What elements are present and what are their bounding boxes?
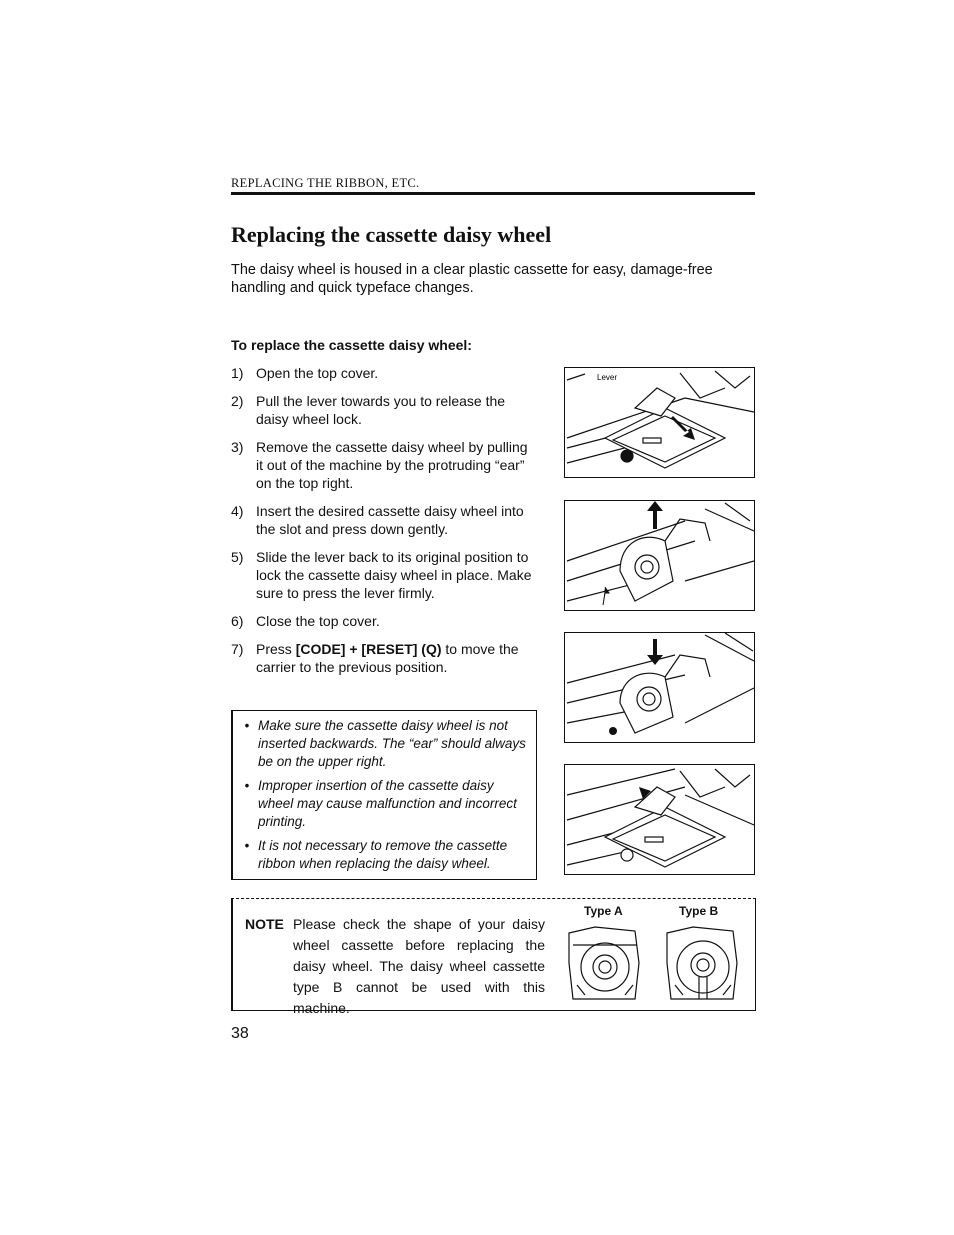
bullet-icon: • (244, 838, 250, 853)
intro-paragraph: The daisy wheel is housed in a clear plastic cassette for easy, damage-free handling and quick typeface changes. (231, 262, 713, 296)
caution-item (236, 837, 528, 873)
bullet-icon: • (244, 718, 250, 733)
type-b-cassette-icon (663, 923, 741, 1005)
step-text: Slide the lever back to its original position to lock the cassette daisy wheel in place. Make sure to press the lever firmly. (256, 549, 532, 601)
step-2 (231, 392, 537, 428)
step-text: Close the top cover. (256, 613, 380, 629)
step-text-pre: Press (256, 641, 296, 657)
step-text: Remove the cassette daisy wheel by pulling it out of the machine by the protruding “ear” on the top right. (256, 439, 528, 491)
type-a-label: Type A (584, 904, 623, 918)
step-number: 6) (231, 613, 244, 629)
step-text: Open the top cover. (256, 365, 379, 381)
page-title: Replacing the cassette daisy wheel (231, 222, 552, 247)
caution-text: Make sure the cassette daisy wheel is not inserted backwards. The “ear” should always be on the upper right. (258, 718, 526, 769)
step-number: 3) (231, 439, 244, 455)
step-5 (231, 548, 537, 602)
step-text: Insert the desired cassette daisy wheel into the slot and press down gently. (256, 503, 524, 537)
step-1 (231, 364, 537, 382)
step-3 (231, 438, 537, 492)
steps-list (231, 364, 537, 686)
key-combination: [CODE] + [RESET] (Q) (295, 641, 442, 657)
arrow-up-icon (647, 501, 663, 529)
figure-pull-lever (564, 367, 755, 478)
note-box (231, 898, 756, 1016)
step-number: 7) (231, 641, 244, 657)
figure-insert-cassette (564, 632, 755, 743)
insert-cassette-illustration (565, 633, 754, 742)
caution-item (236, 777, 528, 831)
note-text: Please check the shape of your daisy wheel cassette before replacing the daisy wheel. The daisy wheel cassette type B cannot be used with this machine. (293, 916, 545, 1016)
step-4 (231, 502, 537, 538)
step-7 (231, 640, 537, 676)
procedure-heading: To replace the cassette daisy wheel: (231, 337, 472, 353)
bullet-icon: • (244, 778, 250, 793)
caution-text: It is not necessary to remove the cassette ribbon when replacing the daisy wheel. (258, 838, 508, 871)
step-text-post: to move the carrier to the previous position. (256, 641, 519, 675)
step-number: 2) (231, 393, 244, 409)
lock-lever-illustration (565, 765, 754, 874)
page-number: 38 (231, 1025, 249, 1042)
lever-label: Lever (597, 373, 618, 382)
figure-remove-cassette (564, 500, 755, 611)
step-text (256, 640, 537, 676)
note-label: NOTE (245, 916, 284, 932)
step-number: 4) (231, 503, 244, 519)
running-head: REPLACING THE RIBBON, ETC. (231, 176, 420, 190)
step-6 (231, 612, 537, 630)
step-text: Pull the lever towards you to release the daisy wheel lock. (256, 393, 506, 427)
caution-box (231, 710, 537, 880)
header-rule (231, 192, 755, 195)
lever-illustration (565, 368, 754, 477)
type-a-cassette-icon (565, 923, 643, 1005)
caution-item (236, 717, 528, 771)
step-number: 1) (231, 365, 244, 381)
type-b-label: Type B (679, 904, 719, 918)
figure-lock-lever (564, 764, 755, 875)
remove-cassette-illustration (565, 501, 754, 610)
caution-text: Improper insertion of the cassette daisy wheel may cause malfunction and incorrect printing. (258, 778, 517, 829)
step-number: 5) (231, 549, 244, 565)
